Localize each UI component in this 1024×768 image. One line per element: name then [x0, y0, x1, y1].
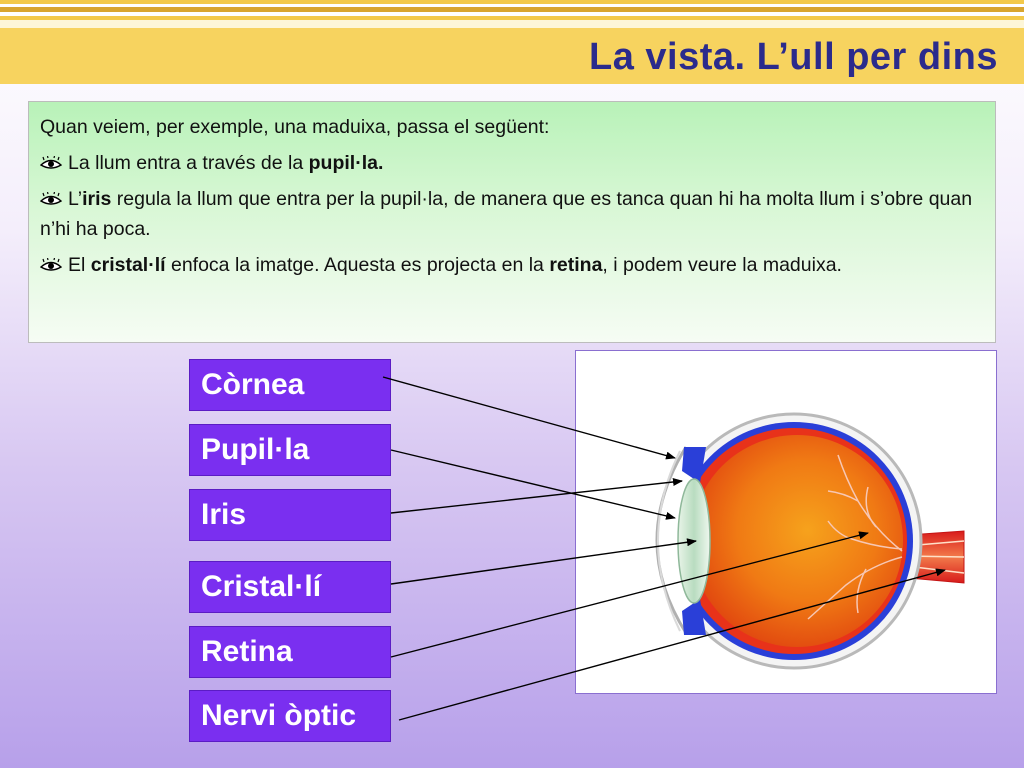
arrow-cristalli: [391, 541, 696, 584]
label-retina: Retina: [189, 626, 391, 678]
arrow-iris: [391, 481, 682, 513]
intro-lead: Quan veiem, per exemple, una maduixa, passa el següent:: [40, 116, 550, 138]
label-cornea: Còrnea: [189, 359, 391, 411]
arrow-retina: [391, 533, 868, 657]
list-item: L’iris regula la llum que entra per la pupil·la, de manera que es tanca quan hi ha molta llum i s’obre quan n’hi ha poca.: [40, 188, 973, 240]
list-item: El cristal·lí enfoca la imatge. Aquesta es projecta en la retina, i podem veure la maduixa.: [40, 250, 983, 280]
label-iris: Iris: [189, 489, 391, 541]
arrow-nervi-optic: [399, 570, 945, 720]
arrow-cornea: [383, 377, 675, 458]
label-cristalli: Cristal·lí: [189, 561, 391, 613]
label-pupilla: Pupil·la: [189, 424, 391, 476]
list-item: La llum entra a través de la pupil·la.: [40, 148, 983, 178]
label-nervi-optic: Nervi òptic: [189, 690, 391, 742]
page-title: La vista. L’ull per dins: [589, 36, 998, 78]
